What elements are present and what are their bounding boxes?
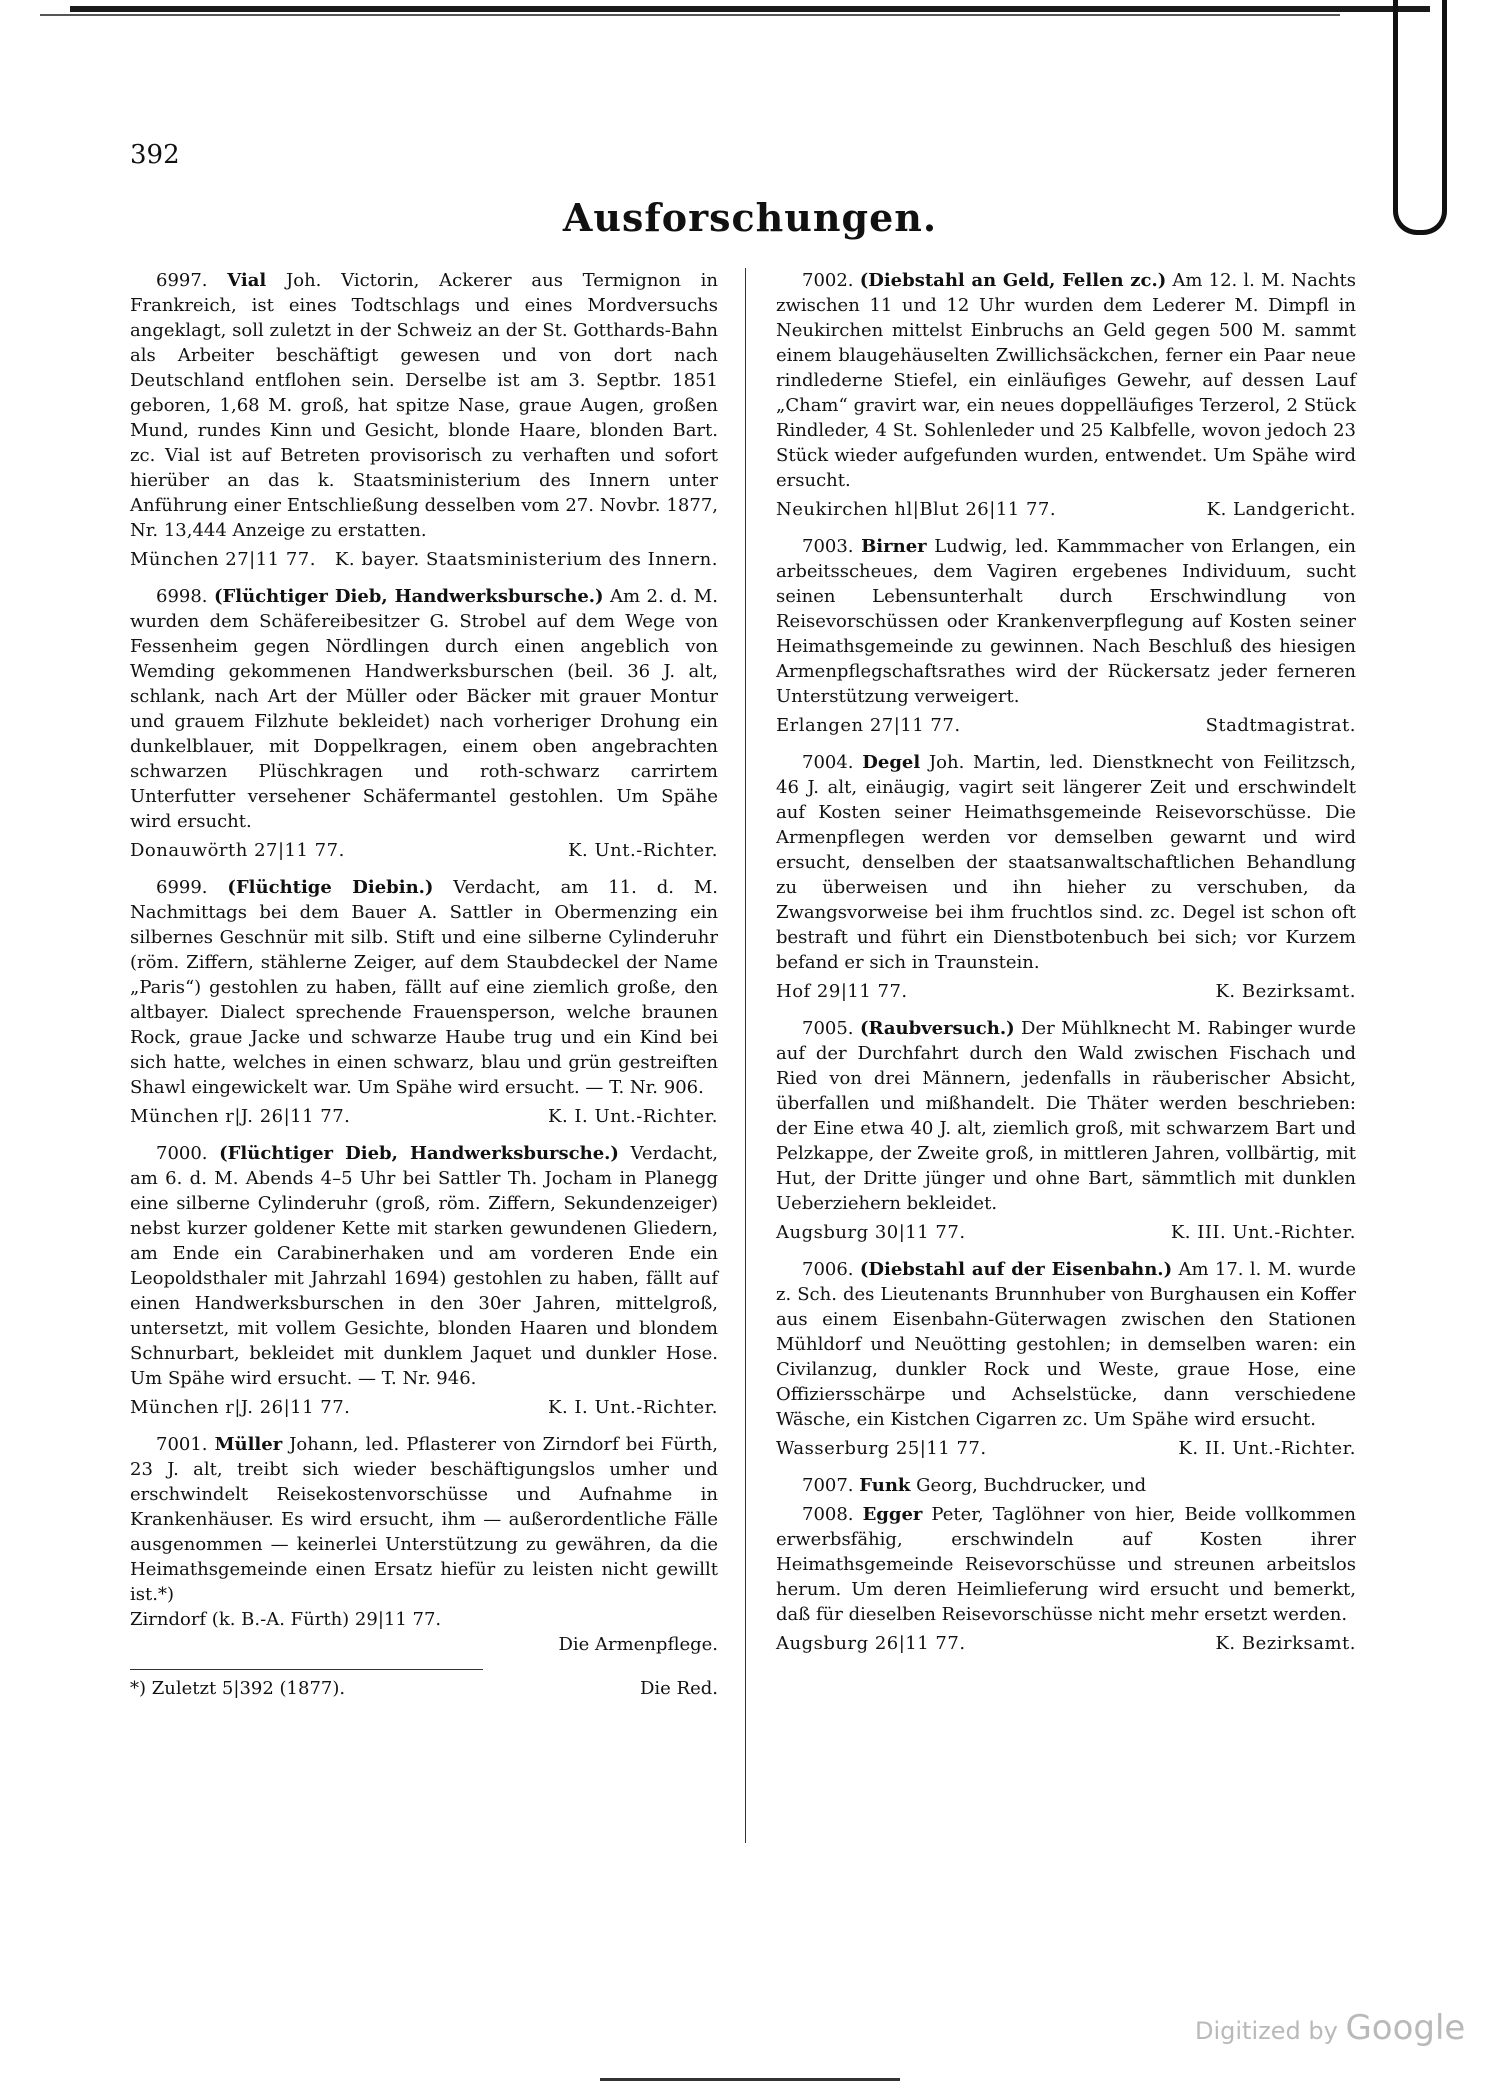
entry-head: (Flüchtiger Dieb, Handwerksbursche.) xyxy=(219,1143,619,1164)
entry-7008 xyxy=(776,1502,1356,1656)
entry-number: 6999. xyxy=(156,877,208,898)
entry-7005 xyxy=(776,1016,1356,1245)
page-number: 392 xyxy=(130,140,180,170)
entry-number: 7002. xyxy=(802,270,854,291)
entry-number: 7007. xyxy=(802,1475,854,1496)
entry-signature xyxy=(130,838,718,863)
entry-place: München 27|11 77. xyxy=(130,549,316,570)
entry-body: Verdacht, am 6. d. M. Abends 4–5 Uhr bei Sattler Th. Jocham in Planegg eine silberne Cylinderuhr (groß, röm. Ziffern, Sekundenzeiger) nebst kurzer goldener Kette mit starken gewundenen Gliedern, am Ende ein Carabinerhaken und am vorderen Ende ein Leopoldsthaler mit Jahrzahl 1694) gestohlen zu haben, fällt auf einen Handwerksburschen in den 30er Jahren, mittelgroß, untersetzt, mit vollem Gesichte, blonden Haaren und blondem Schnurbart, bekleidet mit dunklem Jaquet und dunkler Hose. Um Spähe wird ersucht. — T. Nr. 946. xyxy=(130,1143,718,1389)
entry-head: (Raubversuch.) xyxy=(859,1018,1015,1039)
column-divider xyxy=(745,268,746,1843)
footnote-text: *) Zuletzt 5|392 (1877). xyxy=(130,1678,346,1699)
entry-body: Am 2. d. M. wurden dem Schäfereibesitzer G. Strobel auf dem Wege von Fessenheim gegen Nördlingen durch einen angeblich von Wemding gekommenen Handwerksburschen (beil. 36 J. alt, schlank, nach Art der Müller oder Bäcker mit grauer Montur und grauem Filzhute bekleidet) nach vorheriger Drohung ein dunkelblauer, mit Doppelkragen, einem oben angebrachten schwarzen Plüschkragen und roth-schwarz carrirtem Unterfutter versehener Schäfermantel gestohlen. Um Spähe wird ersucht. xyxy=(130,586,718,832)
entry-head: Egger xyxy=(862,1504,923,1525)
footnote xyxy=(130,1676,718,1701)
entry-7002 xyxy=(776,268,1356,522)
entry-place: Zirndorf (k. B.-A. Fürth) 29|11 77. xyxy=(130,1609,442,1630)
entry-signature xyxy=(130,1395,718,1420)
entry-head: Funk xyxy=(859,1475,911,1496)
entry-number: 7001. xyxy=(156,1434,208,1455)
watermark-brand: Google xyxy=(1345,2008,1466,2048)
entry-head: (Flüchtiger Dieb, Handwerksbursche.) xyxy=(213,586,604,607)
entry-6999 xyxy=(130,875,718,1129)
entry-authority: Stadtmagistrat. xyxy=(1205,715,1356,736)
entry-authority: K. Unt.-Richter. xyxy=(568,840,718,861)
entry-signature xyxy=(776,1220,1356,1245)
entry-body: Der Mühlknecht M. Rabinger wurde auf der Durchfahrt durch den Wald zwischen Fischach und Ried von drei Männern, jedenfalls in räuberischer Absicht, überfallen und mißhandelt. Die Thäter werden beschrieben: der Eine etwa 40 J. alt, ziemlich groß, mit schwarzem Bart und Pelzkappe, der Zweite groß, in mittleren Jahren, vollbärtig, mit Hut, der Dritte jünger und ohne Bart, sämmtlich mit dunklen Ueberziehern bekleidet. xyxy=(776,1018,1356,1214)
right-column xyxy=(776,268,1356,1668)
entry-body: Joh. Victorin, Ackerer aus Termignon in Frankreich, ist eines Todtschlags und eines Mordversuchs angeklagt, soll zuletzt in der Schweiz an der St. Gotthards-Bahn als Arbeiter beschäftigt gewesen und von dort nach Deutschland entflohen sein. Derselbe ist am 3. Septbr. 1851 geboren, 1,68 M. groß, hat spitze Nase, graue Augen, großen Mund, rundes Kinn und Gesicht, blonde Haare, blonden Bart. zc. Vial ist auf Betreten provisorisch zu verhaften und sofort hierüber an das k. Staatsministerium des Innern unter Anführung einer Entschließung desselben vom 27. Novbr. 1877, Nr. 13,444 Anzeige zu erstatten. xyxy=(130,270,718,541)
entry-place: Donauwörth 27|11 77. xyxy=(130,840,345,861)
entry-authority: K. bayer. Staatsministerium des Innern. xyxy=(334,549,718,570)
entry-place: Neukirchen hl|Blut 26|11 77. xyxy=(776,499,1057,520)
entry-7004 xyxy=(776,750,1356,1004)
entry-authority: K. I. Unt.-Richter. xyxy=(548,1106,718,1127)
footnote-divider xyxy=(130,1669,483,1670)
entry-number: 7006. xyxy=(802,1259,854,1280)
entry-7003 xyxy=(776,534,1356,738)
entry-6998 xyxy=(130,584,718,863)
entry-7007 xyxy=(776,1473,1356,1498)
entry-authority: K. Bezirksamt. xyxy=(1215,981,1356,1002)
entry-body: Verdacht, am 11. d. M. Nachmittags bei dem Bauer A. Sattler in Obermenzing ein silbernes Geschnür mit silb. Stift und eine silberne Cylinderuhr (röm. Ziffern, stählerne Zeiger, auf dem Staubdeckel der Name „Paris“) gestohlen zu haben, fällt auf eine ziemlich große, den altbayer. Dialect sprechende Frauensperson, welche braunen Rock, graue Jacke und schwarze Haube trug und ein Kind bei sich hatte, welches in einen schwarz, blau und grün gestreiften Shawl eingewickelt war. Um Spähe wird ersucht. — T. Nr. 906. xyxy=(130,877,718,1098)
entry-number: 7005. xyxy=(802,1018,854,1039)
entry-authority: K. Bezirksamt. xyxy=(1215,1633,1356,1654)
entry-head: (Flüchtige Diebin.) xyxy=(227,877,434,898)
entry-signature xyxy=(776,497,1356,522)
scan-edge-line xyxy=(40,14,1340,16)
entry-place: Hof 29|11 77. xyxy=(776,981,908,1002)
entry-head: (Diebstahl an Geld, Fellen zc.) xyxy=(859,270,1167,291)
entry-signature xyxy=(776,1631,1356,1656)
entry-body: Peter, Taglöhner von hier, Beide vollkommen erwerbsfähig, erschwindeln auf Kosten ihrer Heimathsgemeinde Reisevorschüsse und streunen arbeitslos herum. Um deren Heimlieferung wird ersucht und bemerkt, daß für dieselben Reisevorschüsse nicht mehr ersetzt werden. xyxy=(776,1504,1356,1625)
entry-authority: K. Landgericht. xyxy=(1206,499,1356,520)
entry-body: Johann, led. Pflasterer von Zirndorf bei Fürth, 23 J. alt, treibt sich wieder beschäftigungslos umher und erschwindelt Reisekostenvorschüsse und Aufnahme in Krankenhäuser. Es wird ersucht, ihm — außerordentliche Fälle ausgenommen — keinerlei Unterstützung zu gewähren, da die Heimathsgemeinde einen Ersatz hiefür zu leisten nicht gewillt ist.*) xyxy=(130,1434,718,1605)
entry-signature xyxy=(130,1104,718,1129)
watermark-prefix: Digitized by xyxy=(1195,2017,1338,2045)
entry-place: Augsburg 26|11 77. xyxy=(776,1633,966,1654)
entry-place: Augsburg 30|11 77. xyxy=(776,1222,966,1243)
entry-place: Erlangen 27|11 77. xyxy=(776,715,961,736)
entry-number: 7004. xyxy=(802,752,854,773)
digitized-watermark xyxy=(1195,2008,1465,2048)
entry-number: 7000. xyxy=(156,1143,208,1164)
entry-body: Am 17. l. M. wurde z. Sch. des Lieutenants Brunnhuber von Burghausen ein Koffer aus einem Eisenbahn-Güterwagen zwischen den Stationen Mühldorf und Neuötting gestohlen; in demselben waren: ein Civilanzug, dunkler Rock und Weste, graue Hose, eine Offiziersschärpe und Achselstücke, dann verschiedene Wäsche, ein Kistchen Cigarren zc. Um Spähe wird ersucht. xyxy=(776,1259,1356,1430)
entry-7000 xyxy=(130,1141,718,1420)
entry-number: 7008. xyxy=(802,1504,854,1525)
entry-head: (Diebstahl auf der Eisenbahn.) xyxy=(859,1259,1173,1280)
entry-signature xyxy=(776,713,1356,738)
entry-authority: K. I. Unt.-Richter. xyxy=(548,1397,718,1418)
entry-body: Georg, Buchdrucker, und xyxy=(916,1475,1147,1496)
entry-head: Birner xyxy=(861,536,927,557)
entry-head: Vial xyxy=(227,270,267,291)
entry-place: Wasserburg 25|11 77. xyxy=(776,1438,987,1459)
entry-body: Joh. Martin, led. Dienstknecht von Feilitzsch, 46 J. alt, einäugig, vagirt seit längerer Zeit und erschwindelt auf Kosten seiner Heimathsgemeinde Reisevorschüsse. Die Armenpflegen werden vor demselben gewarnt und wird ersucht, denselben der staatsanwaltschaftlichen Behandlung zu überweisen und ihn hieher zu verschuben, da Zwangsvorweise bei ihm fruchtlos sind. zc. Degel ist schon oft bestraft und führt ein Dienstbotenbuch bei sich; vor Kurzem befand er sich in Traunstein. xyxy=(776,752,1356,973)
entry-7006 xyxy=(776,1257,1356,1461)
entry-head: Degel xyxy=(862,752,921,773)
entry-head: Müller xyxy=(214,1434,283,1455)
entry-number: 6997. xyxy=(156,270,208,291)
entry-body: Am 12. l. M. Nachts zwischen 11 und 12 Uhr wurden dem Lederer M. Dimpfl in Neukirchen mittelst Einbruchs an Geld gegen 500 M. sammt einem blaugehäuselten Zwillichsäckchen, ferner ein Paar neue rindlederne Stiefel, ein einläufiges Gewehr, auf dessen Lauf „Cham“ gravirt war, ein neues doppelläufiges Terzerol, 2 Stück Rindleder, 4 St. Sohlenleder und 25 Kalbfelle, wovon jedoch 23 Stück wieder aufgefunden wurden, entwendet. Um Spähe wird ersucht. xyxy=(776,270,1357,491)
entry-7001 xyxy=(130,1432,718,1657)
scan-edge-bottom xyxy=(600,2078,900,2081)
entry-authority: K. II. Unt.-Richter. xyxy=(1178,1438,1356,1459)
entry-place: München r|J. 26|11 77. xyxy=(130,1397,351,1418)
entry-authority: Die Armenpflege. xyxy=(558,1634,718,1655)
page-title: Ausforschungen. xyxy=(562,195,938,240)
entry-signature xyxy=(776,1436,1356,1461)
entry-6997 xyxy=(130,268,718,572)
footnote-authority: Die Red. xyxy=(639,1678,718,1699)
entry-body: Ludwig, led. Kammmacher von Erlangen, ein arbeitsscheues, dem Vagiren ergebenes Individuum, sucht seinen Lebensunterhalt durch Erschwindlung von Reisevorschüssen oder Krankenverpflegung auf Kosten seiner Heimathsgemeinde zu gewinnen. Nach Beschluß des hiesigen Armenpflegschaftsrathes wird der Rückersatz jeder ferneren Unterstützung verweigert. xyxy=(776,536,1356,707)
entry-number: 6998. xyxy=(156,586,208,607)
scan-edge-top xyxy=(70,6,1430,12)
left-column xyxy=(130,268,718,1701)
entry-signature xyxy=(130,547,718,572)
entry-number: 7003. xyxy=(802,536,854,557)
entry-authority: K. III. Unt.-Richter. xyxy=(1170,1222,1356,1243)
entry-signature xyxy=(776,979,1356,1004)
entry-place: München r|J. 26|11 77. xyxy=(130,1106,351,1127)
